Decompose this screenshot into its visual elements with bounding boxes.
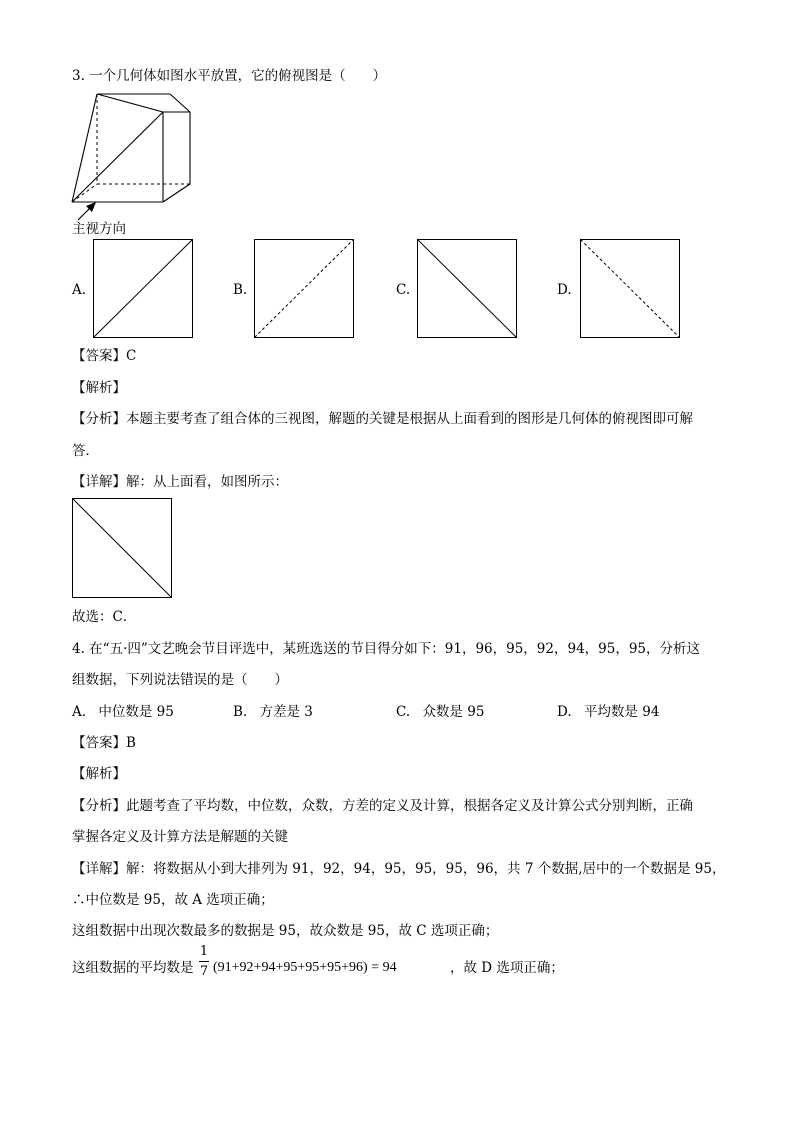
q4-stem-line2: 组数据，下列说法错误的是（ ） [72, 672, 288, 688]
q3-option-c-label: C. [396, 282, 411, 298]
q4-option-c-label: C. [396, 704, 411, 720]
q4-detail-line1: 【详解】解：将数据从小到大排列为 91，92，94，95，95，95，96，共 7 个数据,居中的一个数据是 95， [72, 861, 726, 877]
q3-answer: 【答案】C [72, 348, 137, 364]
q3-direction-label: 主视方向 [72, 221, 126, 237]
q3-analysis-heading: 【解析】 [72, 380, 126, 396]
q3-detail: 【详解】解：从上面看，如图所示： [72, 474, 288, 490]
q3-option-a-figure [93, 239, 193, 339]
q4-mean-denominator: 7 [199, 964, 209, 979]
q3-option-d-label: D. [557, 282, 572, 298]
q4-analysis-line1: 【分析】此题考查了平均数，中位数，众数，方差的定义及计算，根据各定义及计算公式分别判断，正确 [72, 798, 693, 814]
q3-stem: 3. 一个几何体如图水平放置，它的俯视图是（ ） [72, 68, 387, 84]
q4-mean-expression: (91+92+94+95+95+95+96) = 94 [213, 960, 397, 975]
q4-mean-prefix: 这组数据的平均数是 [72, 960, 194, 976]
q4-analysis-line2: 掌握各定义及计算方法是解题的关键 [72, 829, 288, 845]
q3-solution-figure [72, 498, 174, 600]
q4-option-a-text: 中位数是 95 [98, 704, 174, 720]
q4-option-a [72, 704, 174, 720]
q3-option-b-label: B. [233, 282, 248, 298]
q4-fraction-bar [199, 961, 209, 962]
q3-option-d-figure [580, 239, 680, 339]
q4-answer: 【答案】B [72, 735, 136, 751]
q4-detail-line3: 这组数据中出现次数最多的数据是 95，故众数是 95，故 C 选项正确； [72, 923, 499, 939]
q4-analysis-heading: 【解析】 [72, 766, 126, 782]
q4-option-d-label: D. [557, 704, 572, 720]
q4-stem-line1: 4. 在“五·四”文艺晚会节目评选中，某班选送的节目得分如下：91，96，95，92，94，95，95，分析这 [72, 641, 701, 657]
q3-analysis-line1: 【分析】本题主要考查了组合体的三视图，解题的关键是根据从上面看到的图形是几何体的俯视图即可解 [72, 411, 693, 427]
q4-option-b [233, 704, 313, 720]
q4-mean-numerator: 1 [199, 944, 209, 959]
q3-option-a-label: A. [72, 282, 87, 298]
q4-mean-suffix: ，故 D 选项正确； [450, 960, 564, 976]
q4-option-c-text: 众数是 95 [422, 704, 485, 720]
q4-option-c [396, 704, 484, 720]
q3-conclusion: 故选：C． [72, 609, 137, 625]
q3-option-c-figure [417, 239, 517, 339]
q3-option-b-figure [254, 239, 354, 339]
q4-option-a-label: A. [72, 704, 87, 720]
q4-option-d [557, 704, 659, 720]
q4-option-d-text: 平均数是 94 [583, 704, 660, 720]
q3-solid-figure [0, 0, 794, 240]
q3-analysis-line2: 答． [72, 443, 99, 459]
q4-option-b-text: 方差是 3 [259, 704, 313, 720]
q4-option-b-label: B. [233, 704, 248, 720]
q4-detail-line2: ∴中位数是 95，故 A 选项正确； [72, 892, 274, 908]
